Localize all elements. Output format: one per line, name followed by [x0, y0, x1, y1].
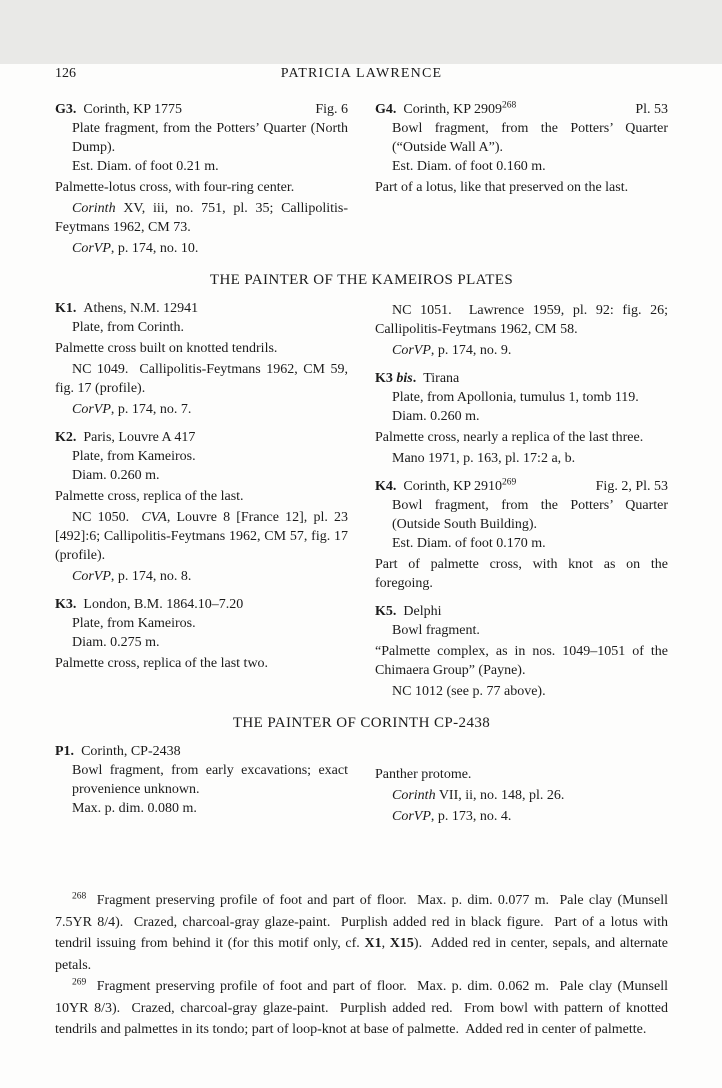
entry-id: G3. — [55, 102, 77, 117]
footnote-268: $^{268}$ Fragment preserving profile of foot and part of floor. Max. p. dim. 0.077 m. Pale clay (Munsell 7.5YR 8/4). Crazed, charcoal-gray glaze-paint. Purplish added red in black figure. Part of a lotus with tendril issuing from behind it (for this motif only, cf. X1, X15). Added red in center, sepals, and alternate petals. — [55, 891, 669, 973]
catalog-entry — [375, 765, 668, 826]
entry-paragraph-phys: Max. p. dim. 0.080 m. — [72, 801, 197, 816]
entry-heading — [375, 369, 668, 388]
running-title: PATRICIA LAWRENCE — [280, 66, 443, 81]
entry-heading — [375, 602, 668, 621]
entry-paragraph-bib: CorVP, p. 174, no. 7. — [72, 402, 192, 417]
entry-heading — [55, 742, 348, 761]
two-column-band — [55, 742, 668, 826]
entry-paragraph-phys: Est. Diam. of foot 0.21 m. — [72, 159, 219, 174]
entry-paragraph-desc: Palmette cross, nearly a replica of the last three. — [375, 430, 644, 445]
entry-paragraph-desc: Part of a lotus, like that preserved on the last. — [375, 180, 629, 195]
entry-paragraph-bib: Mano 1971, p. 163, pl. 17:2 a, b. — [392, 451, 576, 466]
entry-paragraph-phys: Bowl fragment, from early excavations; exact provenience unknown. — [72, 763, 348, 797]
left-column — [55, 742, 348, 826]
entry-paragraph-desc: Panther protome. — [375, 767, 472, 782]
entry-paragraph-phys: Est. Diam. of foot 0.160 m. — [392, 159, 546, 174]
section-heading: THE PAINTER OF CORINTH CP-2438 — [232, 715, 491, 731]
entry-id: P1. — [55, 744, 75, 759]
catalog-entry — [55, 595, 348, 673]
entry-heading — [375, 100, 668, 119]
right-column — [375, 299, 668, 701]
entry-paragraph-phys: Bowl fragment, from the Potters’ Quarter (Outside South Building). — [392, 498, 668, 532]
entry-title: Corinth, KP 2910$^{269}$ — [403, 477, 517, 494]
entry-title: Paris, Louvre A 417 — [83, 430, 196, 445]
two-column-band — [55, 299, 668, 701]
catalog-entry — [375, 602, 668, 701]
entry-heading — [55, 100, 348, 119]
catalog-entry — [55, 100, 348, 258]
catalog-entry — [55, 742, 348, 818]
entry-id-title — [55, 595, 243, 614]
catalog-entry — [55, 428, 348, 586]
entry-paragraph-phys: Plate, from Corinth. — [72, 320, 184, 335]
catalog-content — [0, 100, 722, 826]
footnotes-block — [55, 890, 668, 1041]
two-column-band — [55, 100, 668, 258]
entry-paragraph-bib: NC 1049. Callipolitis-Feytmans 1962, CM 59, fig. 17 (profile). — [55, 362, 348, 396]
entry-paragraph-phys: Plate, from Kameiros. — [72, 616, 196, 631]
entry-paragraph-phys: Bowl fragment. — [392, 623, 480, 638]
entry-paragraph-bib: Corinth VII, ii, no. 148, pl. 26. — [392, 788, 565, 803]
entry-paragraph-bib: CorVP, p. 174, no. 9. — [392, 343, 512, 358]
catalog-entry — [55, 299, 348, 419]
entry-id-title — [55, 428, 195, 447]
left-column — [55, 299, 348, 701]
entry-paragraph-phys: Diam. 0.260 m. — [392, 409, 480, 424]
entry-id: K4. — [375, 479, 397, 494]
entry-paragraph-phys: Plate fragment, from the Potters’ Quarter (North Dump). — [72, 121, 348, 155]
page-header — [55, 64, 668, 81]
entry-id-title — [375, 100, 516, 119]
entry-id: K5. — [375, 604, 397, 619]
entry-id: K3. — [55, 597, 77, 612]
entry-paragraph-desc: Palmette cross built on knotted tendrils. — [55, 341, 278, 356]
scanned-book-page — [0, 64, 722, 1088]
entry-title: Corinth, CP-2438 — [81, 744, 181, 759]
entry-paragraph-bib: Corinth XV, iii, no. 751, pl. 35; Callipolitis-Feytmans 1962, CM 73. — [55, 201, 348, 235]
entry-title: London, B.M. 1864.10–7.20 — [83, 597, 244, 612]
entry-title: Corinth, KP 1775 — [83, 102, 183, 117]
entry-paragraph-phys: Diam. 0.275 m. — [72, 635, 160, 650]
entry-paragraph-bib: NC 1050. CVA, Louvre 8 [France 12], pl. 23 [492]:6; Callipolitis-Feytmans 1962, CM 57, fig. 17 (profile). — [55, 510, 348, 563]
entry-title: Athens, N.M. 12941 — [83, 301, 199, 316]
entry-paragraph-desc: Palmette cross, replica of the last two. — [55, 656, 269, 671]
entry-paragraph-phys: Est. Diam. of foot 0.170 m. — [392, 536, 546, 551]
right-column — [375, 742, 668, 826]
catalog-entry — [375, 369, 668, 468]
entry-paragraph-phys: Plate, from Apollonia, tumulus 1, tomb 119. — [392, 390, 639, 405]
entry-id-title — [55, 299, 198, 318]
entry-title: Tirana — [423, 371, 460, 386]
entry-id-title — [375, 369, 459, 388]
entry-id: K1. — [55, 301, 77, 316]
entry-paragraph-bib: CorVP, p. 174, no. 10. — [72, 241, 199, 256]
entry-paragraph-desc: Palmette cross, replica of the last. — [55, 489, 244, 504]
entry-paragraph-bib: CorVP, p. 173, no. 4. — [392, 809, 512, 824]
footnote-269: $^{269}$ Fragment preserving profile of foot and part of floor. Max. p. dim. 0.062 m. Pale clay (Munsell 10YR 8/3). Crazed, charcoal-gray glaze-paint. Purplish added red. From bowl with pattern of knotted tendrils and palmettes in its tondo; part of loop-knot at base of palmette. Added red in center of palmette. — [55, 977, 668, 1037]
entry-paragraph-phys: Bowl fragment, from the Potters’ Quarter (“Outside Wall A”). — [392, 121, 668, 155]
entry-id: K2. — [55, 430, 77, 445]
entry-id-title — [375, 602, 442, 621]
entry-paragraph-desc: Part of palmette cross, with knot as on the foregoing. — [375, 557, 668, 591]
entry-heading — [55, 299, 348, 318]
entry-paragraph-bib: NC 1012 (see p. 77 above). — [392, 684, 546, 699]
entry-id-title — [55, 100, 182, 119]
catalog-entry — [375, 301, 668, 360]
entry-heading — [375, 477, 668, 496]
right-column — [375, 100, 668, 258]
catalog-entry — [375, 477, 668, 593]
entry-paragraph-phys: Diam. 0.260 m. — [72, 468, 160, 483]
figure-plate-reference: Pl. 53 — [635, 102, 668, 117]
entry-paragraph-bib: NC 1051. Lawrence 1959, pl. 92: fig. 26; Callipolitis-Feytmans 1962, CM 58. — [375, 303, 668, 337]
entry-paragraph-phys: Plate, from Kameiros. — [72, 449, 196, 464]
section-heading: THE PAINTER OF THE KAMEIROS PLATES — [209, 272, 514, 288]
page-number: 126 — [55, 66, 76, 81]
entry-paragraph-desc: “Palmette complex, as in nos. 1049–1051 of the Chimaera Group” (Payne). — [375, 644, 668, 678]
entry-id-title — [375, 477, 516, 496]
entry-heading — [55, 595, 348, 614]
entry-title: Delphi — [403, 604, 442, 619]
entry-title: Corinth, KP 2909$^{268}$ — [403, 100, 517, 117]
entry-id: G4. — [375, 102, 397, 117]
entry-id: K3 bis. — [375, 371, 417, 386]
left-column — [55, 100, 348, 258]
entry-heading — [55, 428, 348, 447]
figure-plate-reference: Fig. 6 — [315, 102, 348, 117]
entry-paragraph-bib: CorVP, p. 174, no. 8. — [72, 569, 192, 584]
entry-id-title — [55, 742, 181, 761]
catalog-entry — [375, 100, 668, 197]
figure-plate-reference: Fig. 2, Pl. 53 — [595, 479, 668, 494]
entry-paragraph-desc: Palmette-lotus cross, with four-ring center. — [55, 180, 295, 195]
